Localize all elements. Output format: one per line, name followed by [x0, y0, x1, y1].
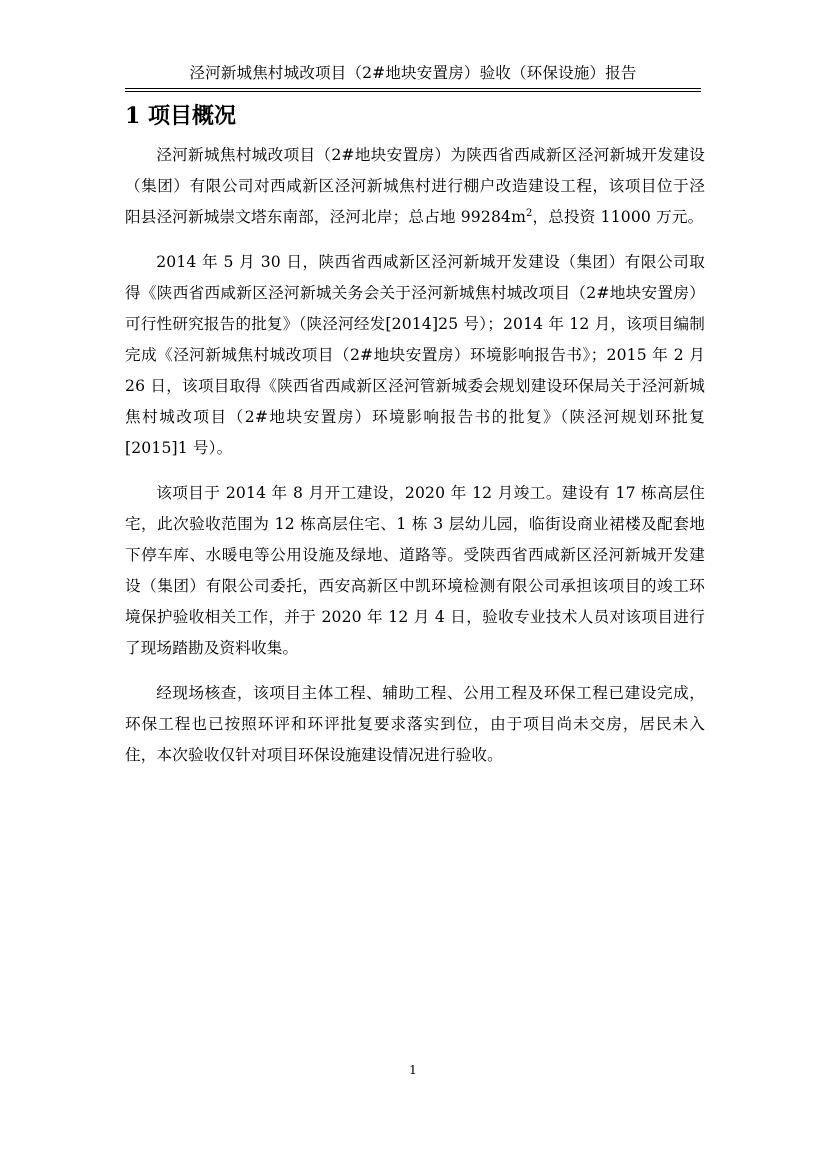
paragraph-inspection: 经现场核查，该项目主体工程、辅助工程、公用工程及环保工程已建设完成，环保工程也已按照环评和环评批复要求落实到位，由于项目尚未交房，居民未入住，本次验收仅针对项目环保设施建设情况进行验收。 — [125, 684, 705, 764]
area-unit-superscript: 2 — [526, 207, 533, 219]
header-divider — [125, 91, 701, 92]
paragraph-construction: 该项目于 2014 年 8 月开工建设，2020 年 12 月竣工。建设有 17 栋高层住宅，此次验收范围为 12 栋高层住宅、1 栋 3 层幼儿园，临街设商业裙楼及配套地下停车库、水暖电等公用设施及绿地、道路等。受陕西省西咸新区泾河新城开发建设（集团）有限公司委托，西安高新区中凯环境检测有限公司承担该项目的竣工环境保护验收相关工作，并于 2020 年 12 月 4 日，验收专业技术人员对该项目进行了现场踏勘及资料收集。 — [125, 484, 705, 657]
running-header: 泾河新城焦村城改项目（2#地块安置房）验收（环保设施）报告 — [125, 58, 701, 89]
page-number: 1 — [409, 1063, 417, 1077]
body-text — [125, 140, 705, 785]
section-title: 1 项目概况 — [125, 103, 236, 129]
paragraph-approvals: 2014 年 5 月 30 日，陕西省西咸新区泾河新城开发建设（集团）有限公司取得《陕西省西咸新区泾河新城关务会关于泾河新城焦村城改项目（2#地块安置房）可行性研究报告的批复》（陕泾河经发[2014]25 号）；2014 年 12 月，该项目编制完成《泾河新城焦村城改项目（2#地块安置房）环境影响报告书》；2015 年 2 月 26 日，该项目取得《陕西省西咸新区泾河管新城委会规划建设环保局关于泾河新城焦村城改项目（2#地块安置房）环境影响报告书的批复》（陕泾河规划环批复[2015]1 号）。 — [125, 253, 705, 457]
paragraph-overview-text: 泾河新城焦村城改项目（2#地块安置房）为陕西省西咸新区泾河新城开发建设（集团）有限公司对西咸新区泾河新城焦村进行棚户改造建设工程，该项目位于泾阳县泾河新城崇文塔东南部，泾河北岸；总占地 99284m — [125, 146, 705, 226]
paragraph-overview — [125, 140, 705, 233]
paragraph-overview-tail: ，总投资 11000 万元。 — [532, 208, 704, 226]
